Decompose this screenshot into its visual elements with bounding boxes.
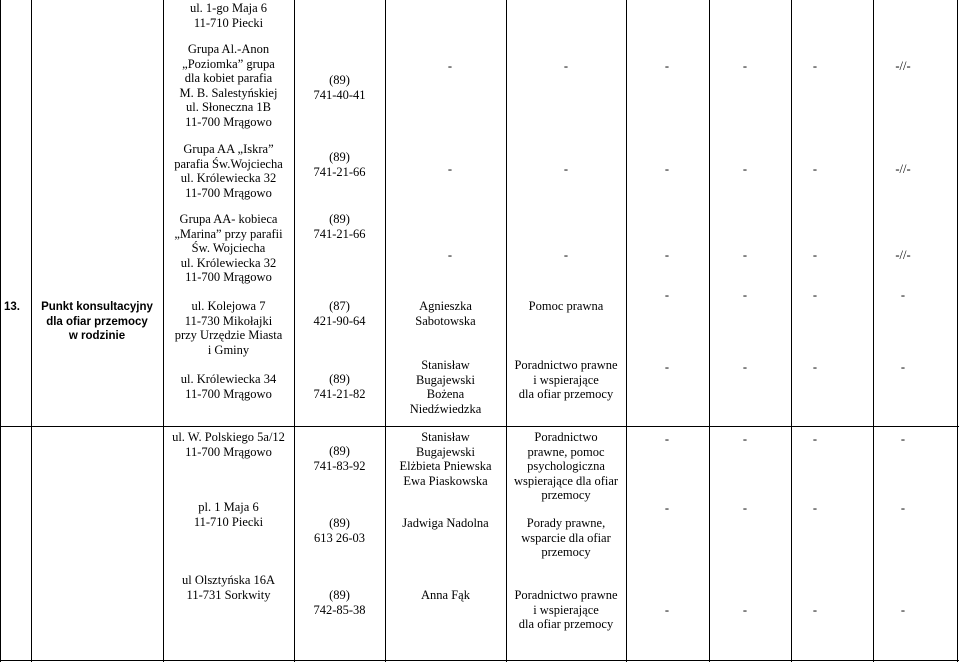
dash-cell: -//- xyxy=(895,248,911,262)
dash-cell: - xyxy=(664,288,670,302)
dash-cell: - xyxy=(812,248,818,262)
entry-phone: (87) 421-90-64 xyxy=(313,299,366,328)
grid-line xyxy=(791,0,792,662)
dash-cell: - xyxy=(563,162,569,176)
entry-address: ul Olsztyńska 16A 11-731 Sorkwity xyxy=(181,573,276,602)
entry-service: Poradnictwo prawne, pomoc psychologiczna wspierające dla ofiar przemocy xyxy=(513,430,619,503)
grid-line xyxy=(957,0,958,662)
dash-cell: - xyxy=(664,501,670,515)
dash-cell: - xyxy=(664,162,670,176)
dash-cell: - xyxy=(900,603,906,617)
anon-group-phone: (89) 741-40-41 xyxy=(313,73,366,102)
iskra-group-phone: (89) 741-21-66 xyxy=(313,150,366,179)
entry-phone: (89) 741-83-92 xyxy=(313,444,366,473)
entry-address: ul. W. Polskiego 5a/12 11-700 Mrągowo xyxy=(172,430,285,459)
entry-service: Poradnictwo prawne i wspierające dla ofiar przemocy xyxy=(514,588,618,632)
grid-line xyxy=(506,0,507,662)
dash-cell: - xyxy=(664,603,670,617)
top-address: ul. 1-go Maja 6 11-710 Piecki xyxy=(189,1,268,30)
row-divider xyxy=(0,426,959,427)
dash-cell: -//- xyxy=(895,59,911,73)
dash-cell: - xyxy=(742,603,748,617)
grid-line xyxy=(873,0,874,662)
entry-phone: (89) 742-85-38 xyxy=(313,588,366,617)
dash-cell: - xyxy=(742,288,748,302)
dash-cell: - xyxy=(664,59,670,73)
dash-cell: - xyxy=(900,360,906,374)
dash-cell: - xyxy=(812,603,818,617)
dash-cell: - xyxy=(664,360,670,374)
dash-cell: - xyxy=(900,288,906,302)
entry-address: ul. Królewiecka 34 11-700 Mrągowo xyxy=(180,372,277,401)
entry-person: Stanisław Bugajewski Bożena Niedźwiedzka xyxy=(409,358,482,416)
dash-cell: - xyxy=(742,59,748,73)
entry-phone: (89) 613 26-03 xyxy=(313,516,366,545)
dash-cell: - xyxy=(812,288,818,302)
dash-cell: - xyxy=(742,360,748,374)
dash-cell: -//- xyxy=(895,162,911,176)
grid-line xyxy=(385,0,386,662)
iskra-group-address: Grupa AA „Iskra” parafia Św.Wojciecha ul. Królewiecka 32 11-700 Mrągowo xyxy=(174,142,283,200)
section-title: Punkt konsultacyjny dla ofiar przemocy w rodzinie xyxy=(41,301,153,343)
dash-cell: - xyxy=(742,248,748,262)
grid-line xyxy=(626,0,627,662)
dash-cell: - xyxy=(563,59,569,73)
row-divider xyxy=(0,660,959,661)
entry-service: Poradnictwo prawne i wspierające dla ofiar przemocy xyxy=(514,358,618,402)
dash-cell: - xyxy=(900,501,906,515)
entry-person: Agnieszka Sabotowska xyxy=(415,299,476,328)
grid-line xyxy=(709,0,710,662)
dash-cell: - xyxy=(447,162,453,176)
entry-service: Pomoc prawna xyxy=(528,299,604,313)
dash-cell: - xyxy=(447,59,453,73)
marina-group-phone: (89) 741-21-66 xyxy=(313,212,366,241)
marina-group-address: Grupa AA- kobieca „Marina” przy parafii Św. Wojciecha ul. Królewiecka 32 11-700 Mrągowo xyxy=(174,212,283,285)
anon-group-address: Grupa Al.-Anon „Poziomka” grupa dla kobiet parafia M. B. Salestyńskiej ul. Słoneczna 1B 11-700 Mrągowo xyxy=(179,42,278,129)
section-number: 13. xyxy=(4,301,20,313)
dash-cell: - xyxy=(563,248,569,262)
dash-cell: - xyxy=(742,162,748,176)
entry-address: pl. 1 Maja 6 11-710 Piecki xyxy=(193,500,264,529)
dash-cell: - xyxy=(742,501,748,515)
entry-phone: (89) 741-21-82 xyxy=(313,372,366,401)
dash-cell: - xyxy=(664,248,670,262)
dash-cell: - xyxy=(812,59,818,73)
dash-cell: - xyxy=(900,432,906,446)
dash-cell: - xyxy=(447,248,453,262)
dash-cell: - xyxy=(812,360,818,374)
entry-service: Porady prawne, wsparcie dla ofiar przemocy xyxy=(521,516,611,560)
grid-line xyxy=(0,0,1,662)
dash-cell: - xyxy=(742,432,748,446)
entry-person: Anna Fąk xyxy=(421,588,470,602)
entry-person: Stanisław Bugajewski Elżbieta Pniewska Ewa Piaskowska xyxy=(399,430,492,488)
entry-person: Jadwiga Nadolna xyxy=(402,516,489,530)
dash-cell: - xyxy=(812,432,818,446)
dash-cell: - xyxy=(812,162,818,176)
dash-cell: - xyxy=(812,501,818,515)
dash-cell: - xyxy=(664,432,670,446)
entry-address: ul. Kolejowa 7 11-730 Mikołajki przy Urzędzie Miasta i Gminy xyxy=(174,299,283,357)
